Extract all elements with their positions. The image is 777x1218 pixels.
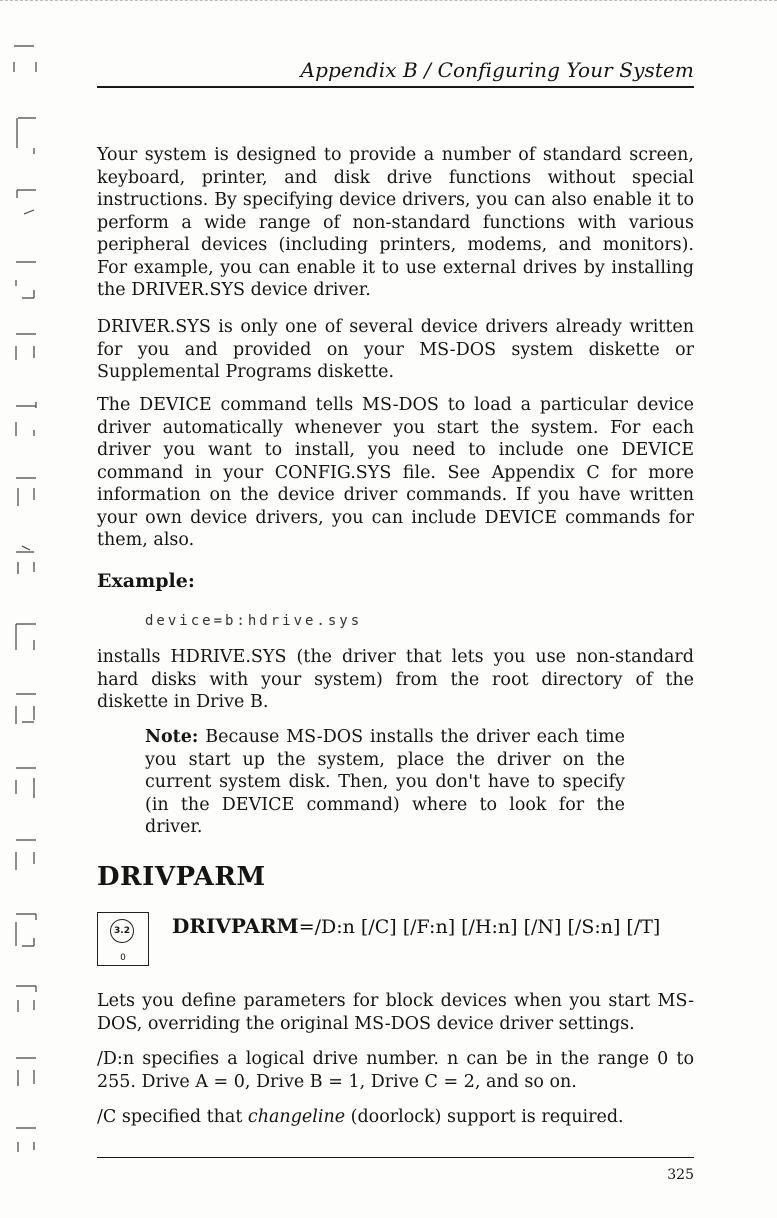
paragraph-device-command: The DEVICE command tells MS-DOS to load a particular device driver automatically whenever you start the system. For each driver you want to install, you need to include one DEVICE command in your CONFIG.SYS file. See Appendix C for more information on the device driver commands. If you have written your own device drivers, you can include DEVICE commands for them, also. (97, 395, 694, 550)
note-block (145, 726, 625, 839)
syntax-line (172, 912, 702, 942)
section-description: Lets you define parameters for block devices when you start MS-DOS, overriding the original MS-DOS device driver settings. (97, 991, 694, 1034)
paragraph-intro: Your system is designed to provide a number of standard screen, keyboard, printer, and disk drive functions without special instructions. By specifying device drivers, you can also enable it to perform a wide range of non-standard functions with various peripheral devices (including printers, modems, and monitors). For example, you can enable it to use external drives by installing the DRIVER.SYS device driver. (97, 145, 694, 300)
margin-mark (14, 46, 36, 72)
footer-rule (97, 1157, 694, 1158)
margin-mark (16, 478, 36, 506)
version-badge (97, 912, 149, 966)
margin-mark (16, 914, 36, 946)
margin-mark (16, 546, 34, 574)
note-label: Note: (145, 727, 199, 747)
margin-mark (16, 402, 36, 436)
margin-mark (16, 840, 36, 870)
version-sub: 0 (120, 953, 126, 963)
page-header (97, 56, 694, 88)
section-title: DRIVPARM (97, 862, 266, 892)
margin-mark (16, 262, 36, 298)
example-description: installs HDRIVE.SYS (the driver that lets you use non-standard hard disks with your system) from the root directory of the diskette in Drive B. (97, 647, 694, 712)
example-code: device=b:hdrive.sys (145, 613, 363, 629)
margin-mark (16, 694, 36, 724)
c-option-text (97, 1106, 694, 1129)
margin-mark (16, 624, 36, 650)
margin-mark (16, 334, 36, 360)
binding-hole-marks (0, 0, 60, 1218)
note-text: Because MS-DOS installs the driver each time you start up the system, place the driver on the current system disk. Then, you don't have to specify (in the DEVICE command) where to look for the driver. (145, 727, 625, 837)
syntax-args: =/D:n [/C] [/F:n] [/H:n] [/N] [/S:n] [/T] (298, 916, 661, 938)
paragraph-driver-sys: DRIVER.SYS is only one of several device drivers already written for you and provided on your MS-DOS system diskette or Supplemental Programs diskette. (97, 317, 694, 382)
d-option-text: /D:n specifies a logical drive number. n can be in the range 0 to 255. Drive A = 0, Drive B = 1, Drive C = 2, and so on. (97, 1049, 694, 1092)
scan-edge-artifact (0, 0, 777, 7)
margin-mark (16, 1128, 36, 1152)
c-option-suffix: (doorlock) support is required. (345, 1107, 624, 1127)
page-number: 325 (667, 1167, 694, 1183)
version-circle: 3.2 (110, 919, 134, 943)
margin-mark (17, 190, 36, 214)
header-title: Appendix B / Configuring Your System (300, 58, 694, 82)
margin-mark (16, 768, 36, 798)
margin-mark (16, 986, 36, 1012)
margin-mark (16, 1058, 36, 1086)
example-heading: Example: (97, 570, 195, 592)
margin-mark (17, 118, 36, 154)
c-option-prefix: /C specified that (97, 1107, 248, 1127)
syntax-command: DRIVPARM (172, 914, 299, 938)
c-option-term: changeline (247, 1107, 346, 1127)
